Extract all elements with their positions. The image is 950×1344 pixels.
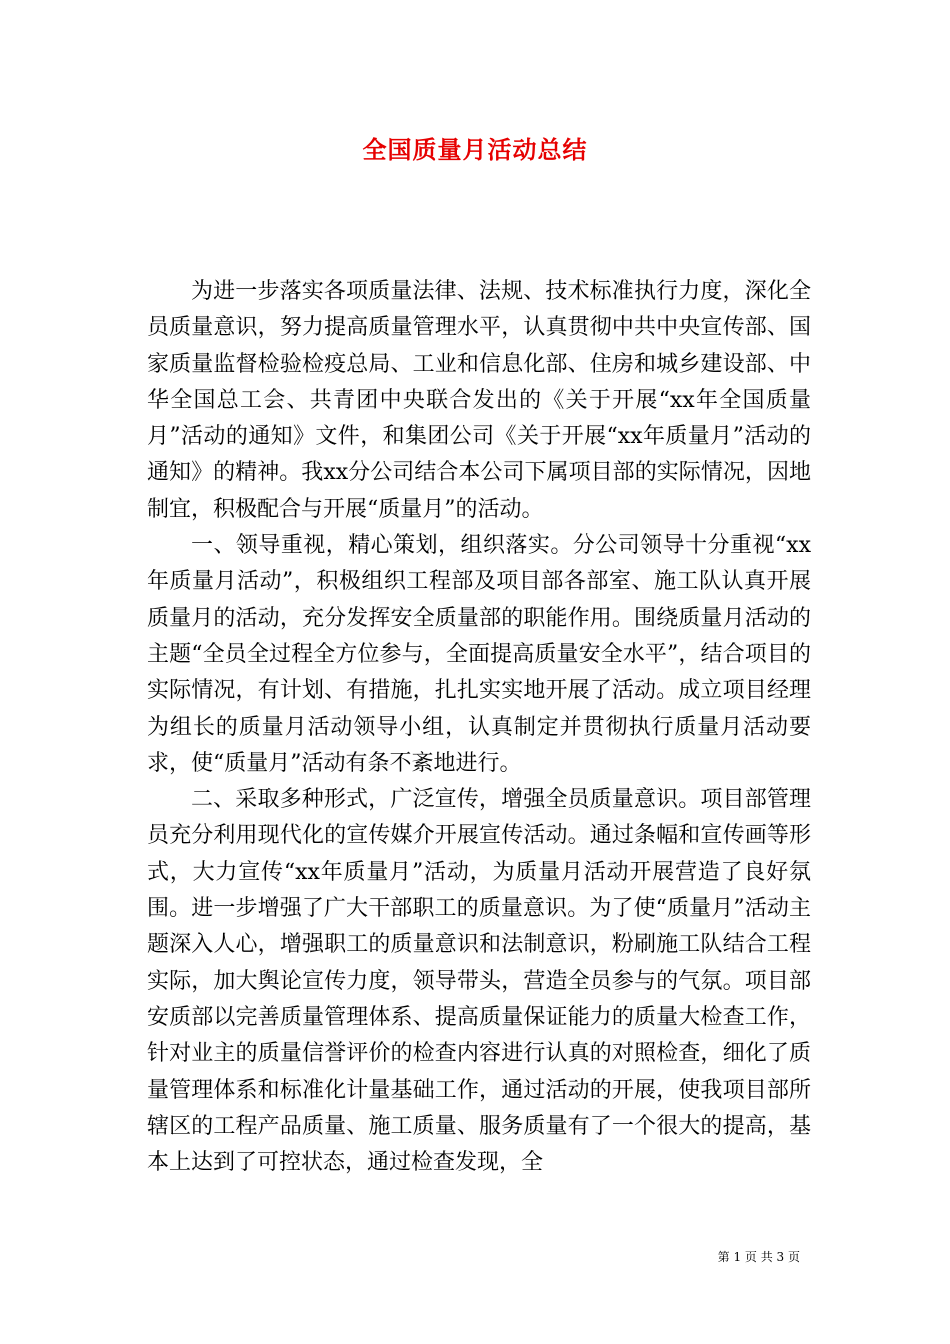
- paragraph-section-two: 二、采取多种形式，广泛宣传，增强全员质量意识。项目部管理员充分利用现代化的宣传媒介开展宣传活动。通过条幅和宣传画等形式，大力宣传“xx年质量月”活动，为质量月活动开展营造了良好氛围。进一步增强了广大干部职工的质量意识。为了使“质量月”活动主题深入人心，增强职工的质量意识和法制意识，粉刷施工队结合工程实际，加大舆论宣传力度，领导带头，营造全员参与的气氛。项目部安质部以完善质量管理体系、提高质量保证能力的质量大检查工作，针对业主的质量信誉评价的检查内容进行认真的对照检查，细化了质量管理体系和标准化计量基础工作，通过活动的开展，使我项目部所辖区的工程产品质量、施工质量、服务质量有了一个很大的提高，基本上达到了可控状态，通过检查发现，全: [147, 787, 811, 1176]
- page-number-footer: 第 1 页 共 3 页: [717, 1250, 800, 1264]
- document-body: [147, 274, 811, 1181]
- paragraph-section-one: 一、领导重视，精心策划，组织落实。分公司领导十分重视“xx年质量月活动”，积极组织工程部及项目部各部室、施工队认真开展质量月的活动，充分发挥安全质量部的职能作用。围绕质量月活动的主题“全员全过程全方位参与，全面提高质量安全水平”，结合项目的实际情况，有计划、有措施，扎扎实实地开展了活动。成立项目经理为组长的质量月活动领导小组，认真制定并贯彻执行质量月活动要求，使“质量月”活动有条不紊地进行。: [147, 533, 811, 776]
- paragraph-intro: 为进一步落实各项质量法律、法规、技术标准执行力度，深化全员质量意识，努力提高质量管理水平，认真贯彻中共中央宣传部、国家质量监督检验检疫总局、工业和信息化部、住房和城乡建设部、中华全国总工会、共青团中央联合发出的《关于开展“xx年全国质量月”活动的通知》文件，和集团公司《关于开展“xx年质量月”活动的通知》的精神。我xx分公司结合本公司下属项目部的实际情况，因地制宜，积极配合与开展“质量月”的活动。: [147, 279, 811, 522]
- page-title: 全国质量月活动总结: [362, 135, 588, 164]
